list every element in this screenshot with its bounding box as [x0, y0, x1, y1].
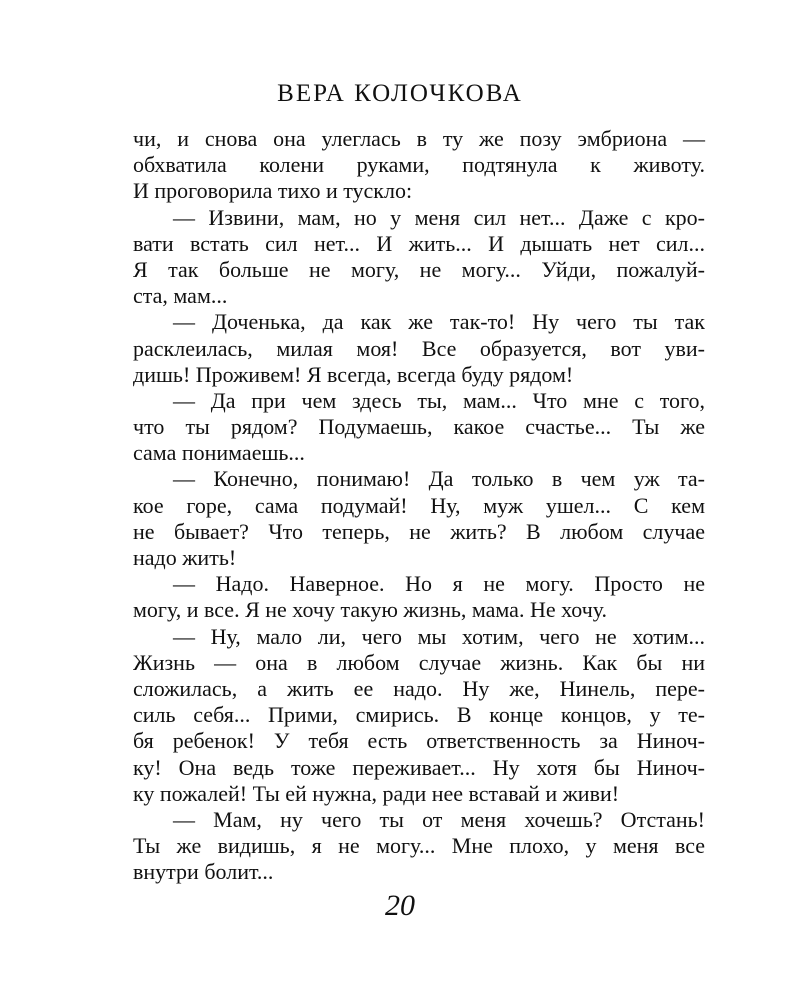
- text-line: обхватила колени руками, подтянула к животу.: [133, 152, 705, 178]
- running-header: ВЕРА КОЛОЧКОВА: [277, 80, 523, 107]
- text-line: — Мам, ну чего ты от меня хочешь? Отстань!: [173, 806, 705, 832]
- text-line: могу, и все. Я не хочу такую жизнь, мама. Не хочу.: [133, 597, 608, 623]
- text-line: — Да при чем здесь ты, мам... Что мне с того,: [173, 387, 705, 413]
- text-line: — Ну, мало ли, чего мы хотим, чего не хотим...: [173, 623, 705, 649]
- text-line: бя ребенок! У тебя есть ответственность за Ниноч-: [133, 728, 705, 754]
- text-line: вати встать сил нет... И жить... И дышать нет сил...: [133, 230, 705, 256]
- text-line: расклеилась, милая моя! Все образуется, вот уви-: [133, 335, 705, 361]
- text-line: — Доченька, да как же так-то! Ну чего ты так: [173, 309, 705, 335]
- text-line: что ты рядом? Подумаешь, какое счастье... Ты же: [133, 414, 705, 440]
- body-text: [133, 126, 705, 885]
- text-line: кое горе, сама подумай! Ну, муж ушел... С кем: [133, 492, 705, 518]
- text-line: — Извини, мам, но у меня сил нет... Даже с кро-: [173, 204, 705, 230]
- text-line: — Надо. Наверное. Но я не могу. Просто не: [173, 571, 705, 597]
- text-line: сложилась, а жить ее надо. Ну же, Нинель, пере-: [133, 675, 705, 701]
- text-line: ку! Она ведь тоже переживает... Ну хотя бы Ниноч-: [133, 754, 705, 780]
- text-line: силь себя... Прими, смирись. В конце концов, у те-: [133, 702, 705, 728]
- text-line: — Конечно, понимаю! Да только в чем уж та-: [173, 466, 705, 492]
- text-line: Я так больше не могу, не могу... Уйди, пожалуй-: [133, 256, 705, 282]
- text-line: ста, мам...: [133, 283, 228, 309]
- text-line: дишь! Проживем! Я всегда, всегда буду рядом!: [133, 361, 574, 387]
- text-line: надо жить!: [133, 545, 237, 570]
- text-line: внутри болит...: [133, 859, 274, 885]
- text-line: И проговорила тихо и тускло:: [133, 178, 413, 204]
- page-number: 20: [385, 889, 415, 922]
- text-line: не бывает? Что теперь, не жить? В любом случае: [133, 518, 705, 544]
- text-line: ку пожалей! Ты ей нужна, ради нее вставай и живи!: [133, 780, 620, 806]
- text-line: Жизнь — она в любом случае жизнь. Как бы ни: [133, 649, 705, 675]
- text-line: сама понимаешь...: [133, 440, 305, 466]
- text-line: чи, и снова она улеглась в ту же позу эмбриона —: [133, 126, 705, 151]
- text-line: Ты же видишь, я не могу... Мне плохо, у меня все: [133, 833, 705, 859]
